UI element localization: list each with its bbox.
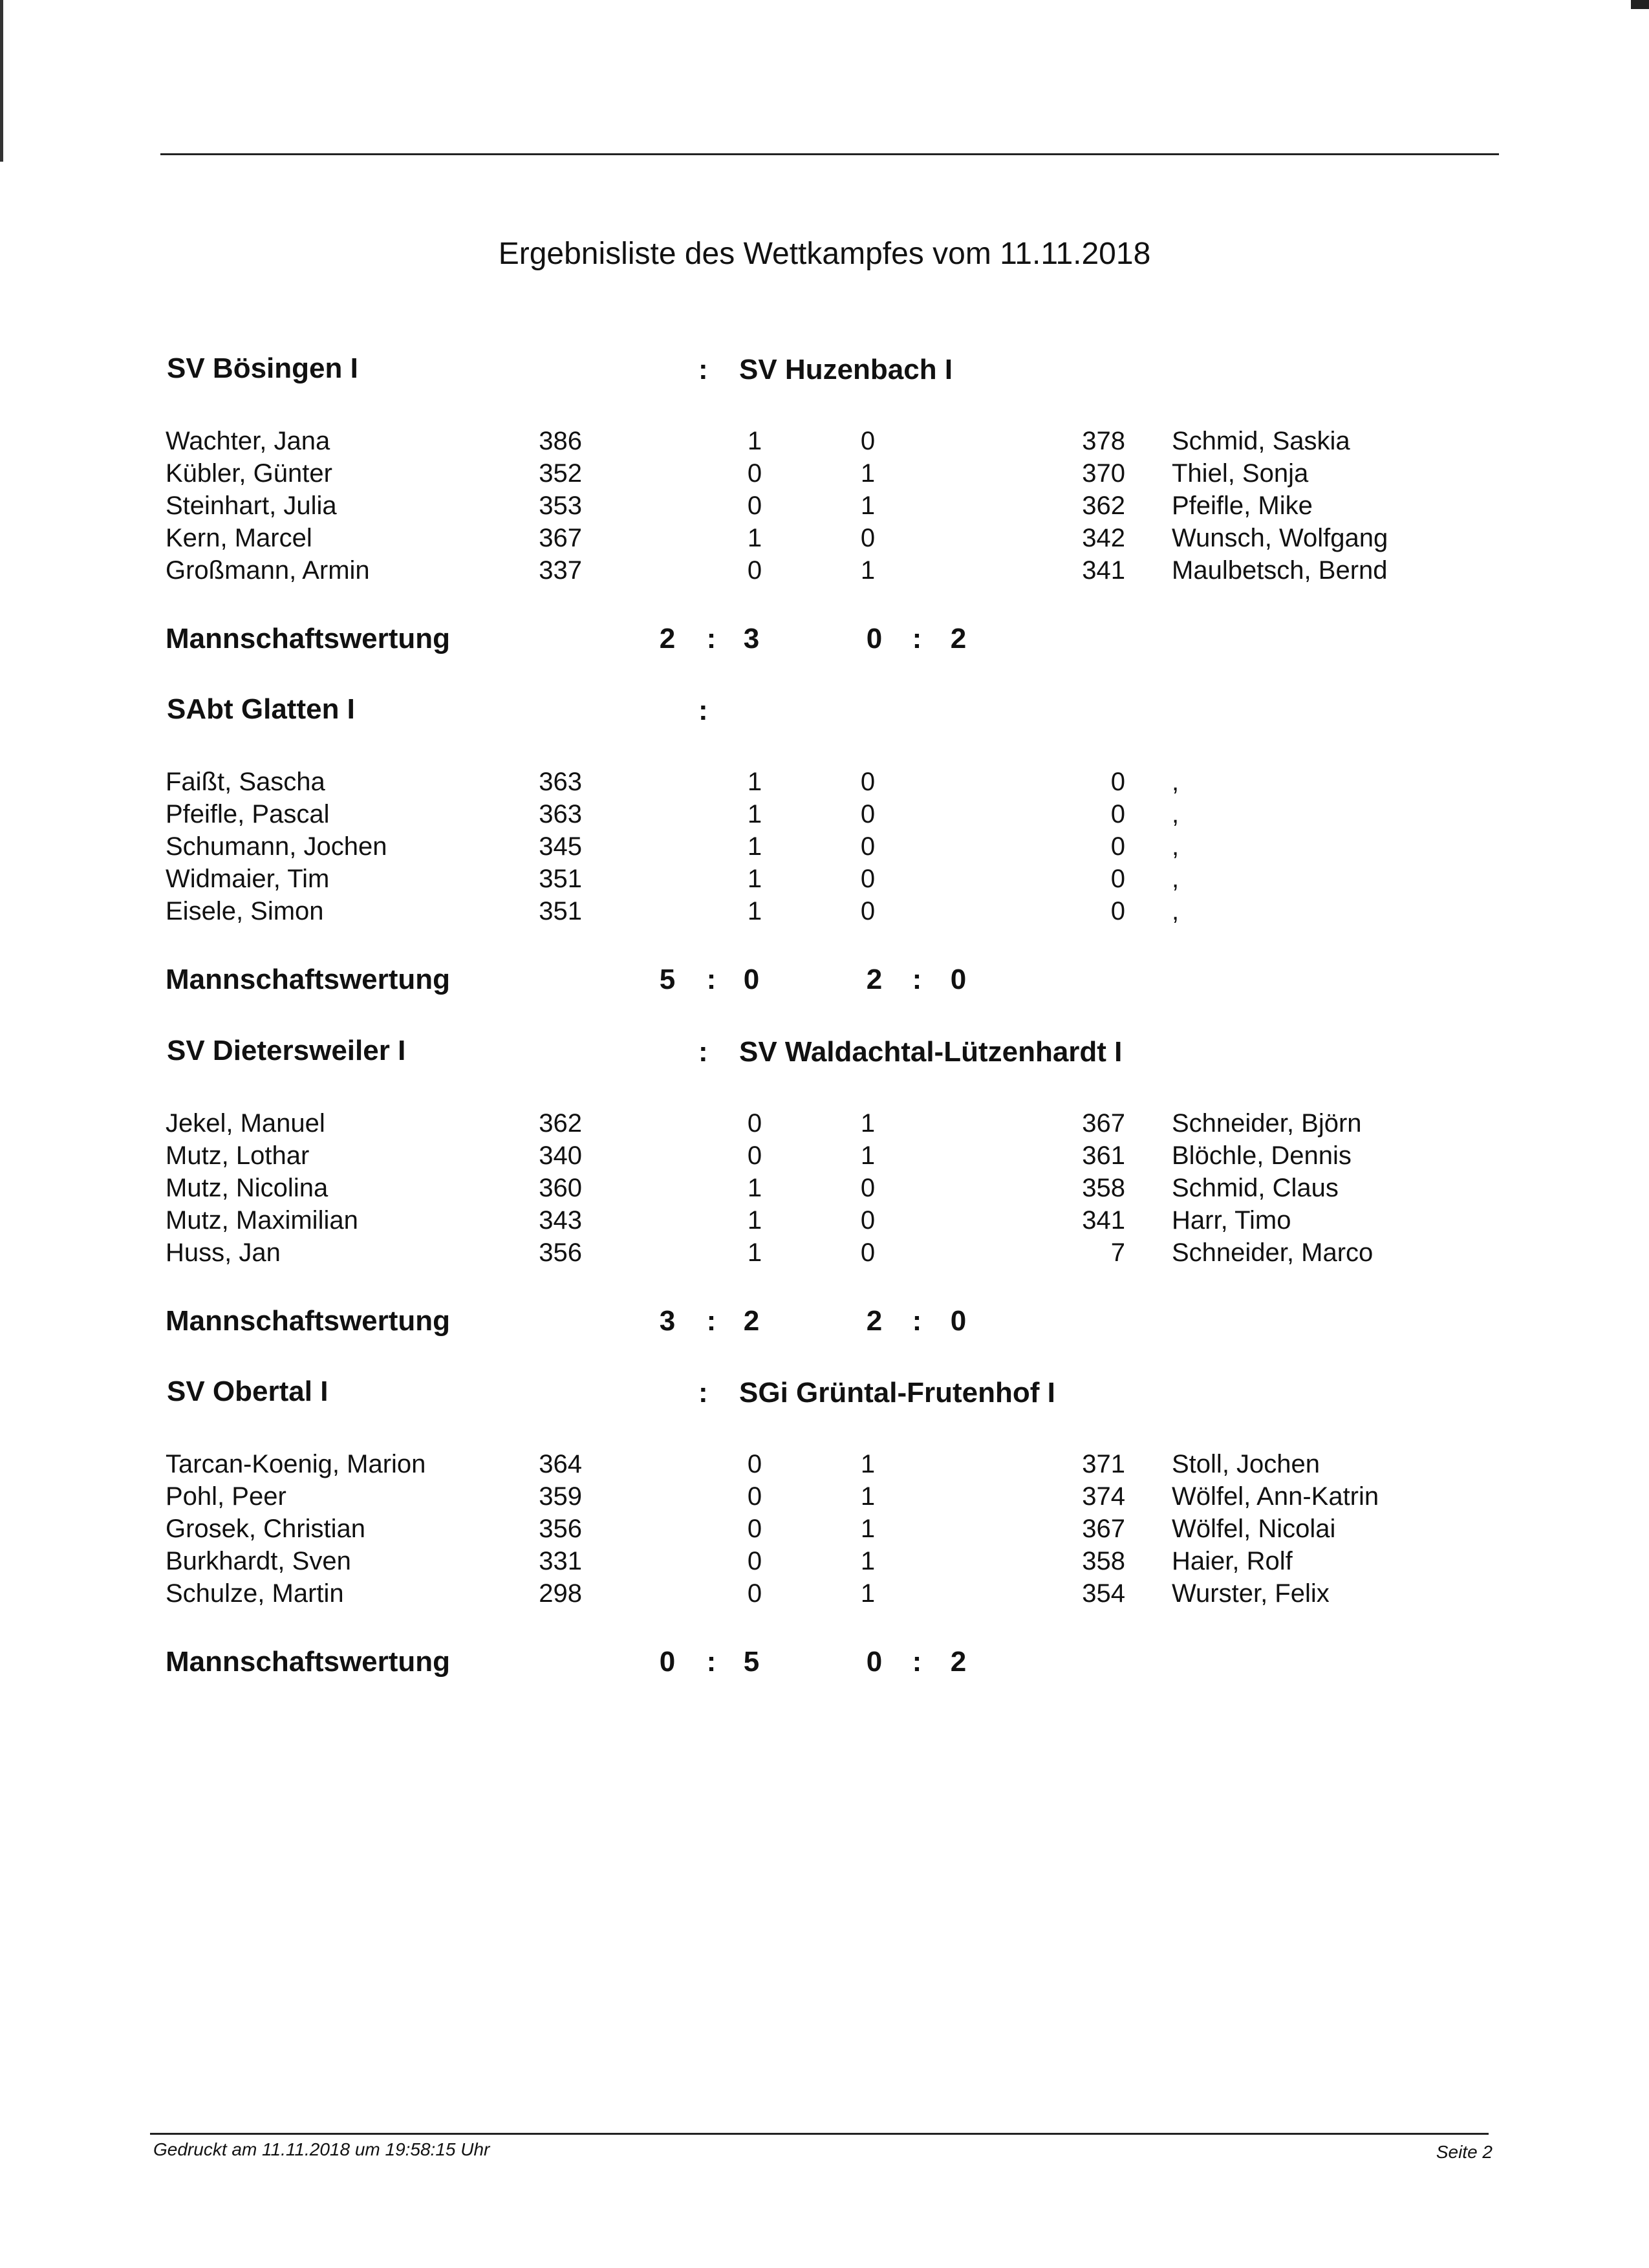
match-block <box>0 1376 1649 1738</box>
away-team-name: SV Waldachtal-Lützenhardt I <box>739 1036 1123 1068</box>
away-team-name: SV Huzenbach I <box>739 354 953 385</box>
match-block <box>0 1035 1649 1397</box>
home-shooter-score: 298 <box>539 1579 582 1608</box>
home-shooter-name: Jekel, Manuel <box>166 1109 325 1138</box>
away-shooter-score: 0 <box>1110 800 1125 828</box>
team-points-home: 2 <box>866 1305 883 1337</box>
home-point: 0 <box>747 1450 762 1478</box>
home-shooter-score: 331 <box>539 1547 582 1575</box>
away-shooter-name: Pfeifle, Mike <box>1172 491 1313 520</box>
away-shooter-name: Wölfel, Ann-Katrin <box>1172 1482 1379 1511</box>
away-shooter-score: 367 <box>1082 1515 1125 1543</box>
home-point: 1 <box>747 865 762 893</box>
away-shooter-score: 361 <box>1082 1141 1125 1170</box>
score-separator: : <box>912 1646 922 1678</box>
team-points-away: 0 <box>950 1305 967 1337</box>
match-separator: : <box>698 1036 708 1068</box>
home-point: 1 <box>747 897 762 925</box>
away-shooter-score: 358 <box>1082 1174 1125 1202</box>
away-point: 0 <box>860 832 876 861</box>
away-shooter-score: 0 <box>1110 832 1125 861</box>
away-point: 1 <box>860 459 876 488</box>
home-shooter-score: 360 <box>539 1174 582 1202</box>
away-shooter-score: 370 <box>1082 459 1125 488</box>
home-point: 1 <box>747 427 762 455</box>
score-separator: : <box>912 1305 922 1337</box>
home-point: 1 <box>747 768 762 796</box>
away-shooter-name: , <box>1172 865 1180 893</box>
away-point: 0 <box>860 1206 876 1235</box>
away-shooter-score: 0 <box>1110 865 1125 893</box>
team-points-away: 2 <box>950 623 967 654</box>
away-point: 1 <box>860 1450 876 1478</box>
individual-points-away: 2 <box>743 1305 760 1337</box>
home-shooter-score: 337 <box>539 556 582 585</box>
header-rule <box>160 153 1499 155</box>
match-block <box>0 352 1649 715</box>
home-point: 1 <box>747 832 762 861</box>
home-shooter-name: Kübler, Günter <box>166 459 332 488</box>
home-shooter-name: Widmaier, Tim <box>166 865 330 893</box>
home-point: 1 <box>747 1174 762 1202</box>
away-point: 0 <box>860 1174 876 1202</box>
home-shooter-score: 352 <box>539 459 582 488</box>
away-point: 0 <box>860 800 876 828</box>
away-shooter-score: 342 <box>1082 524 1125 552</box>
away-point: 1 <box>860 1547 876 1575</box>
away-shooter-score: 0 <box>1110 768 1125 796</box>
away-shooter-name: , <box>1172 832 1180 861</box>
team-points-home: 2 <box>866 964 883 995</box>
home-shooter-name: Huss, Jan <box>166 1238 281 1267</box>
home-shooter-score: 353 <box>539 491 582 520</box>
home-point: 1 <box>747 524 762 552</box>
individual-points-away: 5 <box>743 1646 760 1678</box>
home-shooter-score: 359 <box>539 1482 582 1511</box>
away-shooter-score: 0 <box>1110 897 1125 925</box>
individual-points-away: 0 <box>743 964 760 995</box>
individual-points-home: 3 <box>659 1305 676 1337</box>
away-shooter-name: Harr, Timo <box>1172 1206 1291 1235</box>
match-separator: : <box>698 695 708 726</box>
scan-edge <box>1631 0 1649 9</box>
home-shooter-score: 386 <box>539 427 582 455</box>
team-points-away: 0 <box>950 964 967 995</box>
away-team-name: SGi Grüntal-Frutenhof I <box>739 1377 1055 1409</box>
away-shooter-name: , <box>1172 768 1180 796</box>
away-point: 1 <box>860 491 876 520</box>
away-shooter-name: Schneider, Marco <box>1172 1238 1374 1267</box>
away-shooter-score: 7 <box>1110 1238 1125 1267</box>
team-score-label: Mannschaftswertung <box>166 623 451 654</box>
away-shooter-name: Blöchle, Dennis <box>1172 1141 1352 1170</box>
away-shooter-score: 354 <box>1082 1579 1125 1608</box>
individual-points-away: 3 <box>743 623 760 654</box>
away-shooter-name: Wunsch, Wolfgang <box>1172 524 1388 552</box>
away-shooter-score: 341 <box>1082 556 1125 585</box>
home-point: 0 <box>747 459 762 488</box>
home-shooter-name: Pfeifle, Pascal <box>166 800 330 828</box>
away-shooter-score: 371 <box>1082 1450 1125 1478</box>
home-team-name: SAbt Glatten I <box>167 693 355 725</box>
away-point: 1 <box>860 1482 876 1511</box>
home-point: 0 <box>747 1141 762 1170</box>
team-points-away: 2 <box>950 1646 967 1678</box>
home-team-name: SV Dietersweiler I <box>167 1035 406 1066</box>
print-timestamp: Gedruckt am 11.11.2018 um 19:58:15 Uhr <box>153 2139 490 2159</box>
scan-edge <box>0 0 3 162</box>
home-shooter-name: Schumann, Jochen <box>166 832 387 861</box>
home-shooter-score: 363 <box>539 768 582 796</box>
home-shooter-name: Faißt, Sascha <box>166 768 325 796</box>
away-shooter-name: Haier, Rolf <box>1172 1547 1293 1575</box>
home-shooter-name: Kern, Marcel <box>166 524 312 552</box>
home-team-name: SV Bösingen I <box>167 352 358 384</box>
team-points-home: 0 <box>866 623 883 654</box>
footer-rule <box>150 2133 1489 2135</box>
home-shooter-score: 345 <box>539 832 582 861</box>
home-shooter-score: 362 <box>539 1109 582 1138</box>
away-shooter-name: Wurster, Felix <box>1172 1579 1330 1608</box>
away-shooter-score: 341 <box>1082 1206 1125 1235</box>
home-point: 0 <box>747 1547 762 1575</box>
home-shooter-name: Pohl, Peer <box>166 1482 286 1511</box>
individual-points-home: 5 <box>659 964 676 995</box>
away-shooter-name: , <box>1172 800 1180 828</box>
home-shooter-name: Schulze, Martin <box>166 1579 344 1608</box>
home-point: 0 <box>747 1482 762 1511</box>
home-shooter-score: 363 <box>539 800 582 828</box>
away-point: 0 <box>860 1238 876 1267</box>
home-team-name: SV Obertal I <box>167 1376 329 1407</box>
away-point: 1 <box>860 1141 876 1170</box>
home-point: 0 <box>747 1109 762 1138</box>
away-shooter-score: 358 <box>1082 1547 1125 1575</box>
home-shooter-name: Burkhardt, Sven <box>166 1547 351 1575</box>
home-point: 0 <box>747 1515 762 1543</box>
home-shooter-score: 356 <box>539 1515 582 1543</box>
home-shooter-score: 367 <box>539 524 582 552</box>
home-shooter-score: 364 <box>539 1450 582 1478</box>
score-separator: : <box>706 964 717 995</box>
away-point: 0 <box>860 524 876 552</box>
away-shooter-name: Thiel, Sonja <box>1172 459 1309 488</box>
team-score-label: Mannschaftswertung <box>166 964 451 995</box>
score-separator: : <box>706 623 717 654</box>
team-score-label: Mannschaftswertung <box>166 1646 451 1678</box>
team-points-home: 0 <box>866 1646 883 1678</box>
away-shooter-name: Stoll, Jochen <box>1172 1450 1320 1478</box>
away-shooter-name: Schmid, Claus <box>1172 1174 1339 1202</box>
page-number: Seite 2 <box>1436 2142 1493 2162</box>
away-point: 0 <box>860 768 876 796</box>
home-shooter-score: 356 <box>539 1238 582 1267</box>
away-point: 1 <box>860 556 876 585</box>
away-point: 1 <box>860 1515 876 1543</box>
home-shooter-name: Mutz, Maximilian <box>166 1206 358 1235</box>
away-shooter-score: 367 <box>1082 1109 1125 1138</box>
home-shooter-score: 343 <box>539 1206 582 1235</box>
match-block <box>0 693 1649 1055</box>
individual-points-home: 2 <box>659 623 676 654</box>
away-point: 1 <box>860 1579 876 1608</box>
away-shooter-name: Maulbetsch, Bernd <box>1172 556 1388 585</box>
home-shooter-score: 351 <box>539 897 582 925</box>
home-shooter-name: Großmann, Armin <box>166 556 370 585</box>
score-separator: : <box>912 964 922 995</box>
away-shooter-score: 378 <box>1082 427 1125 455</box>
away-shooter-name: Schneider, Björn <box>1172 1109 1362 1138</box>
home-shooter-name: Mutz, Nicolina <box>166 1174 329 1202</box>
home-point: 0 <box>747 556 762 585</box>
match-separator: : <box>698 354 708 385</box>
score-separator: : <box>706 1646 717 1678</box>
away-point: 0 <box>860 897 876 925</box>
home-point: 1 <box>747 1206 762 1235</box>
home-point: 0 <box>747 1579 762 1608</box>
away-shooter-name: Schmid, Saskia <box>1172 427 1350 455</box>
away-shooter-name: Wölfel, Nicolai <box>1172 1515 1336 1543</box>
home-point: 0 <box>747 491 762 520</box>
home-point: 1 <box>747 800 762 828</box>
home-shooter-name: Grosek, Christian <box>166 1515 365 1543</box>
individual-points-home: 0 <box>659 1646 676 1678</box>
away-point: 0 <box>860 865 876 893</box>
score-separator: : <box>706 1305 717 1337</box>
home-shooter-name: Mutz, Lothar <box>166 1141 310 1170</box>
match-separator: : <box>698 1377 708 1409</box>
team-score-label: Mannschaftswertung <box>166 1305 451 1337</box>
away-shooter-score: 374 <box>1082 1482 1125 1511</box>
home-shooter-name: Eisele, Simon <box>166 897 324 925</box>
home-shooter-name: Wachter, Jana <box>166 427 330 455</box>
away-shooter-name: , <box>1172 897 1180 925</box>
away-point: 0 <box>860 427 876 455</box>
away-point: 1 <box>860 1109 876 1138</box>
away-shooter-score: 362 <box>1082 491 1125 520</box>
home-shooter-name: Steinhart, Julia <box>166 491 337 520</box>
home-shooter-score: 351 <box>539 865 582 893</box>
page-title: Ergebnisliste des Wettkampfes vom 11.11.2018 <box>498 237 1151 271</box>
home-shooter-score: 340 <box>539 1141 582 1170</box>
home-point: 1 <box>747 1238 762 1267</box>
home-shooter-name: Tarcan-Koenig, Marion <box>166 1450 426 1478</box>
score-separator: : <box>912 623 922 654</box>
